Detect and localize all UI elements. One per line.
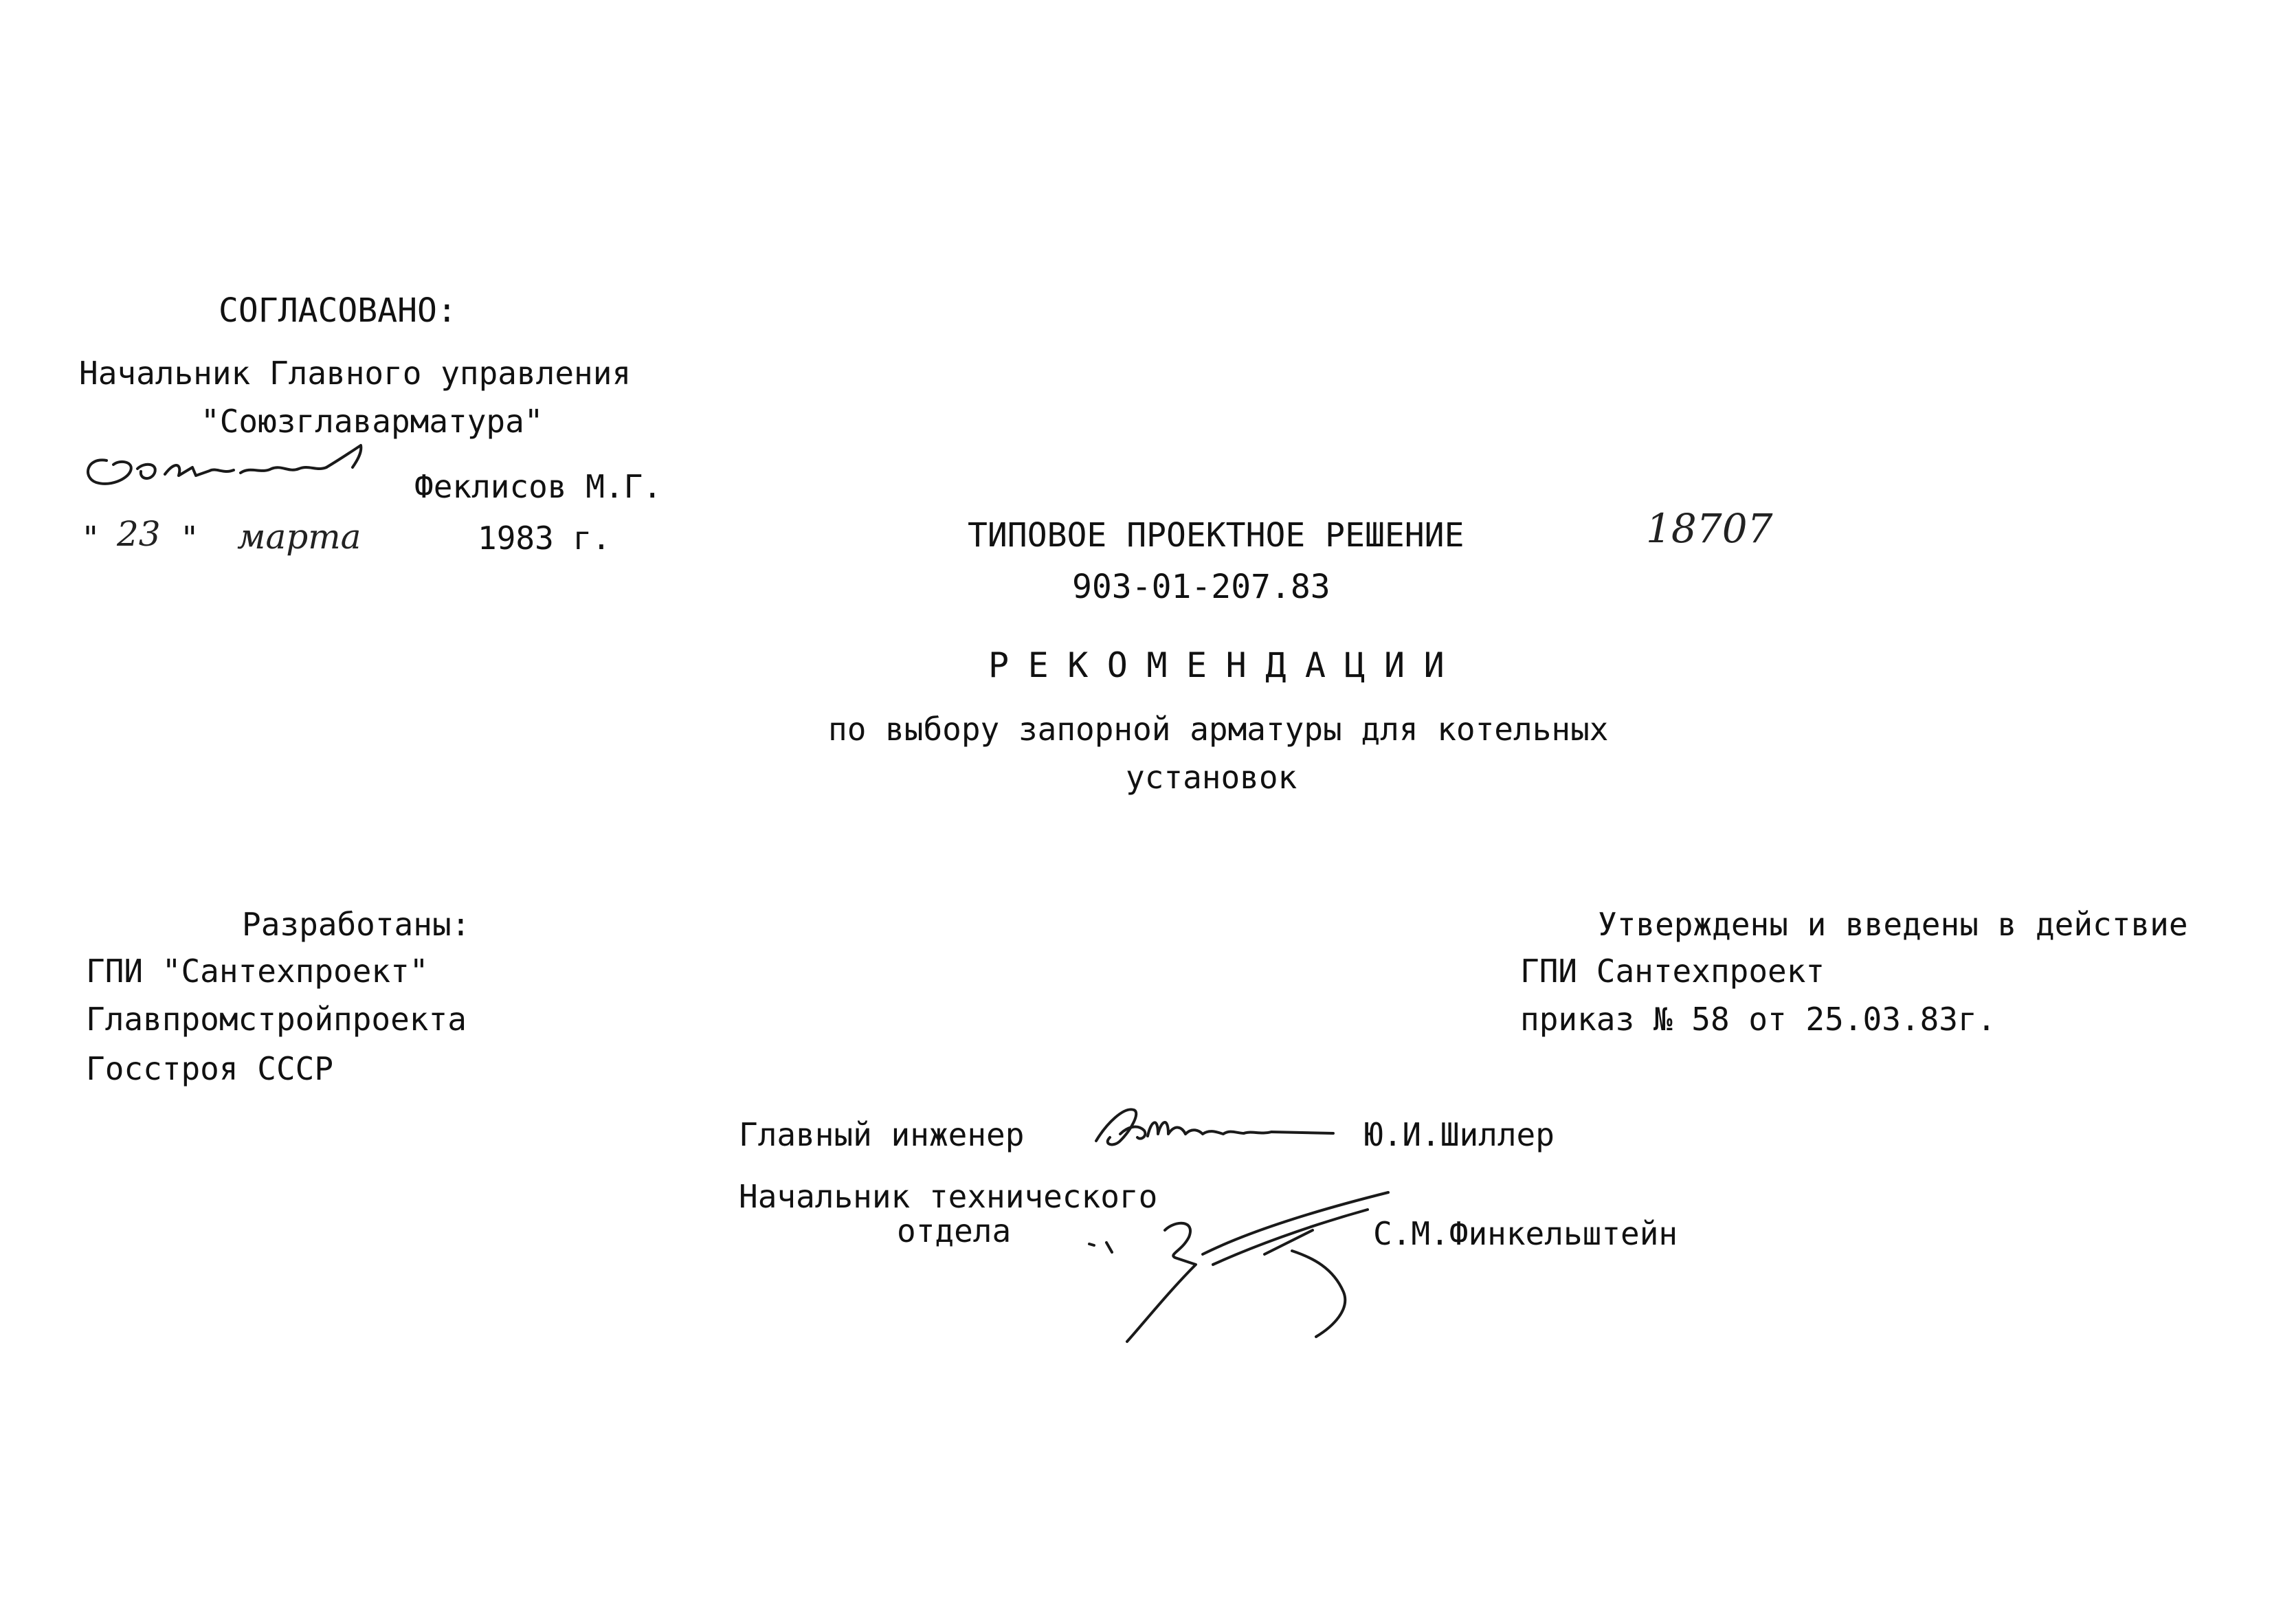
approval-date-year: 1983 г. [478, 520, 611, 557]
approval-position-line2: "Союзглаварматура" [201, 403, 544, 440]
tech-head-title-line2: отдела [897, 1212, 1012, 1249]
document-subtitle-line2: установок [1126, 759, 1298, 796]
tech-head-title-line1: Начальник технического [739, 1178, 1158, 1215]
tech-head-name: С.М.Финкельштейн [1373, 1215, 1678, 1252]
approval-position-line1: Начальник Главного управления [79, 355, 632, 392]
chief-engineer-title: Главный инженер [739, 1116, 1025, 1153]
developer-heading: Разработаны: [242, 906, 471, 943]
approval-date-day: 23 [117, 514, 161, 554]
inventory-number: 18707 [1646, 505, 1773, 552]
approved-line1: ГПИ Сантехпроект [1520, 953, 1825, 990]
document-subtitle-line1: по выбору запорной арматуры для котельных [828, 711, 1609, 748]
shiller-signature [1089, 1103, 1344, 1158]
approved-line2: приказ № 58 от 25.03.83г. [1520, 1001, 1996, 1038]
chief-engineer-name: Ю.И.Шиллер [1364, 1116, 1555, 1153]
approval-date-month: марта [237, 517, 361, 557]
approval-name: Феклисов М.Г. [414, 468, 662, 505]
approval-heading: СОГЛАСОВАНО: [219, 291, 457, 330]
approved-heading: Утверждены и введены в действие [1598, 906, 2188, 943]
finkelshtein-signature [1086, 1189, 1388, 1347]
document-type: ТИПОВОЕ ПРОЕКТНОЕ РЕШЕНИЕ [968, 516, 1464, 555]
approval-date-quote-close: " [180, 520, 199, 557]
feklisov-signature [79, 440, 423, 502]
developer-line1: ГПИ "Сантехпроект" [86, 953, 429, 990]
approval-date-quote-open: " [81, 520, 100, 557]
document-title: РЕКОМЕНДАЦИИ [988, 645, 1464, 685]
document-code: 903-01-207.83 [1072, 568, 1330, 606]
developer-line3: Госстроя СССР [86, 1050, 334, 1087]
developer-line2: Главпромстройпроекта [86, 1001, 467, 1038]
